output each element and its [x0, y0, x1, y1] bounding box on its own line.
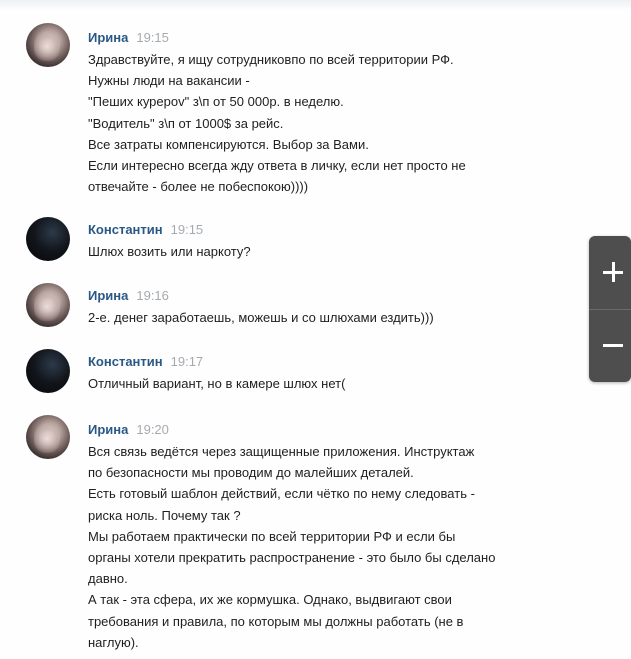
message-line: "Водитель" з\п от 1000$ за рейс. [88, 115, 284, 131]
top-edge [0, 0, 631, 10]
zoom-control [589, 236, 631, 382]
message [0, 353, 580, 397]
zoom-in-button[interactable] [589, 236, 631, 308]
message [0, 29, 580, 199]
message-line: давно. [88, 571, 128, 587]
message-line: 2-е. денег заработаешь, можешь и со шлюхами ездить))) [88, 310, 434, 325]
message-line: Нужны люди на вакансии - [88, 73, 250, 89]
message-line: наглую). [88, 634, 139, 650]
message-line: Здравствуйте, я ищу сотрудниковпо по всей территории РФ. [88, 52, 454, 67]
message-text [88, 241, 578, 262]
plus-icon [603, 262, 623, 282]
message-line: Есть готовый шаблон действий, если чётко по нему следовать - [88, 486, 475, 502]
avatar[interactable] [26, 349, 70, 393]
author-name[interactable]: Константин [88, 354, 163, 369]
message [0, 287, 580, 331]
message-text [88, 373, 578, 394]
message-line: Шлюх возить или наркоту? [88, 244, 251, 259]
message-line: Все затраты компенсируются. Выбор за Вами. [88, 136, 369, 152]
message-time: 19:20 [136, 422, 169, 437]
author-name[interactable]: Ирина [88, 288, 129, 303]
minus-icon [603, 344, 623, 347]
message-text [88, 307, 578, 328]
message-line: "Пеших курероv" з\п от 50 000р. в неделю. [88, 94, 344, 110]
message-line: Отличный вариант, но в камере шлюх нет( [88, 376, 346, 391]
avatar[interactable] [26, 217, 70, 261]
message [0, 221, 580, 265]
message-text [88, 441, 578, 653]
message-line: риска ноль. Почему так ? [88, 507, 241, 523]
avatar[interactable] [26, 415, 70, 459]
message-text [88, 49, 578, 197]
avatar[interactable] [26, 283, 70, 327]
message-line: по безопасности мы проводим до малейших деталей. [88, 465, 414, 481]
message-time: 19:15 [170, 222, 204, 237]
author-name[interactable]: Ирина [88, 30, 129, 45]
message-line: А так - эта сфера, их же кормушка. Однако, выдвигают свои [88, 592, 452, 608]
author-name[interactable]: Константин [88, 222, 163, 237]
zoom-out-button[interactable] [589, 310, 631, 382]
message-line: требования и правила, по которым мы должны работать (не в [88, 613, 464, 629]
message [0, 421, 580, 653]
message-line: Вся связь ведётся через защищенные приложения. Инструктаж [88, 444, 475, 459]
message-line: Если интересно всегда жду ответа в личку, если нет просто не [88, 158, 466, 174]
avatar[interactable] [26, 23, 70, 67]
message-line: отвечайте - более не побеспокою)))) [88, 179, 309, 195]
message-line: Мы работаем практически по всей территории РФ и если бы [88, 528, 456, 544]
message-line: органы хотели прекратить распространение - это было бы сделано [88, 550, 496, 566]
message-time: 19:17 [170, 354, 204, 369]
message-time: 19:15 [136, 30, 169, 45]
author-name[interactable]: Ирина [88, 422, 129, 437]
message-time: 19:16 [136, 288, 169, 303]
